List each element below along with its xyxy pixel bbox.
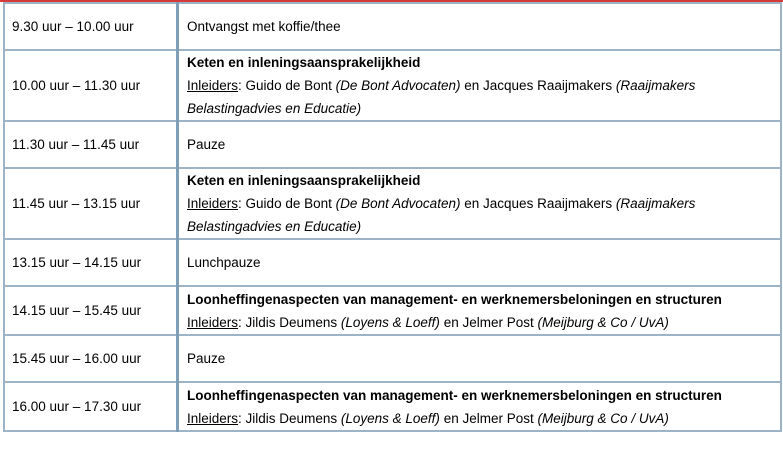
schedule-row xyxy=(4,50,781,121)
session-title: Keten en inleningsaansprakelijkheid xyxy=(187,55,421,70)
speaker-name: Jacques Raaijmakers xyxy=(483,196,613,211)
speaker-organization: (Loyens & Loeff) xyxy=(340,314,440,330)
time-cell: 11.45 uur – 13.15 uur xyxy=(4,168,178,239)
session-title: Keten en inleningsaansprakelijkheid xyxy=(187,173,421,188)
speakers-label: Inleiders xyxy=(187,314,239,330)
session-label: Ontvangst met koffie/thee xyxy=(187,19,341,34)
speakers-label: Inleiders xyxy=(187,196,239,211)
session-label: Lunchpauze xyxy=(187,255,261,270)
time-cell: 16.00 uur – 17.30 uur xyxy=(4,382,178,431)
session-cell: Keten en inleningsaansprakelijkheid Inleiders: Guido de Bont (De Bont Advocaten) en Jacques Raaijmakers (Raaijmakers Belastingadvies en Educatie) xyxy=(178,168,782,239)
schedule-row xyxy=(4,239,781,286)
session-label: Pauze xyxy=(187,137,226,152)
session-title: Loonheffingenaspecten van management- en werknemersbeloningen en structuren xyxy=(187,387,722,403)
session-title: Loonheffingenaspecten van management- en werknemersbeloningen en structuren xyxy=(187,291,722,307)
speakers-label: Inleiders xyxy=(187,78,239,93)
time-cell: 9.30 uur – 10.00 uur xyxy=(4,3,178,50)
speaker-organization: (Meijburg & Co / UvA) xyxy=(537,314,669,330)
session-cell xyxy=(178,335,782,382)
session-cell xyxy=(178,121,782,168)
time-cell: 13.15 uur – 14.15 uur xyxy=(4,239,178,286)
schedule-row xyxy=(4,335,781,382)
time-cell: 10.00 uur – 11.30 uur xyxy=(4,50,178,121)
session-cell xyxy=(178,239,782,286)
session-label: Pauze xyxy=(187,351,226,366)
session-cell: Loonheffingenaspecten van management- en werknemersbeloningen en structuren Inleiders: Jildis Deumens (Loyens & Loeff) en Jelmer Post (Meijburg & Co / UvA) xyxy=(178,286,782,335)
schedule-row xyxy=(4,168,781,239)
schedule-row xyxy=(4,3,781,50)
speaker-organization: (Meijburg & Co / UvA) xyxy=(537,410,669,426)
speaker-name: Jildis Deumens xyxy=(245,314,338,330)
time-cell: 14.15 uur – 15.45 uur xyxy=(4,286,178,335)
speaker-name: Jildis Deumens xyxy=(245,410,338,426)
speaker-organization: (Raaijmakers Belastingadvies en Educatie) xyxy=(187,196,696,234)
speaker-name: Jelmer Post xyxy=(462,314,534,330)
session-cell: Keten en inleningsaansprakelijkheid Inleiders: Guido de Bont (De Bont Advocaten) en Jacques Raaijmakers (Raaijmakers Belastingadvies en Educatie) xyxy=(178,50,782,121)
speaker-joiner: en xyxy=(464,196,480,211)
time-cell: 15.45 uur – 16.00 uur xyxy=(4,335,178,382)
session-cell xyxy=(178,3,782,50)
speaker-name: Guido de Bont xyxy=(245,78,332,93)
speaker-organization: (De Bont Advocaten) xyxy=(335,196,461,211)
speaker-joiner: en xyxy=(464,78,480,93)
time-cell: 11.30 uur – 11.45 uur xyxy=(4,121,178,168)
session-cell: Loonheffingenaspecten van management- en werknemersbeloningen en structuren Inleiders: Jildis Deumens (Loyens & Loeff) en Jelmer Post (Meijburg & Co / UvA) xyxy=(178,382,782,431)
speaker-name: Jacques Raaijmakers xyxy=(483,78,613,93)
speaker-organization: (Loyens & Loeff) xyxy=(340,410,440,426)
speaker-joiner: en xyxy=(443,410,459,426)
speaker-joiner: en xyxy=(443,314,459,330)
schedule-row xyxy=(4,286,781,335)
schedule-row xyxy=(4,382,781,431)
speaker-organization: (De Bont Advocaten) xyxy=(335,78,461,93)
schedule-row xyxy=(4,121,781,168)
speaker-name: Guido de Bont xyxy=(245,196,332,211)
speakers-label: Inleiders xyxy=(187,410,239,426)
speaker-organization: (Raaijmakers Belastingadvies en Educatie) xyxy=(187,78,696,116)
speaker-name: Jelmer Post xyxy=(462,410,534,426)
schedule-table xyxy=(3,2,782,432)
